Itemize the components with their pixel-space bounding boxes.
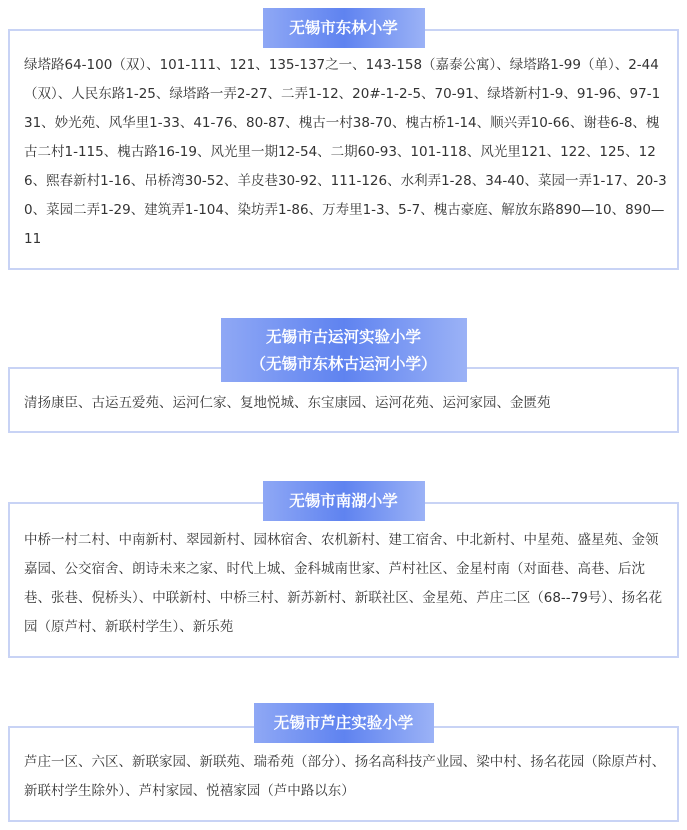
school-title-badge: [221, 318, 467, 382]
school-subtitle: （无锡市东林古运河小学）: [250, 355, 437, 373]
school-title: 无锡市芦庄实验小学: [273, 714, 414, 732]
school-area-text: 中桥一村二村、中南新村、翠园新村、园林宿舍、农机新村、建工宿舍、中北新村、中星苑、盛星苑、金领嘉园、公交宿舍、朗诗未来之家、时代上城、金科城南世家、芦村社区、金星村南（对面巷、高巷、后沈巷、张巷、倪桥头）、中联新村、中桥三村、新苏新村、新联社区、金星苑、芦庄二区（68--79号）、扬名花园（原芦村、新联村学生）、新乐苑: [24, 532, 663, 635]
school-title: 无锡市东林小学: [289, 19, 398, 37]
school-title-badge: [263, 481, 425, 521]
school-title-badge: [263, 8, 425, 48]
school-area-text: 清扬康臣、古运五爱苑、运河仁家、复地悦城、东宝康园、运河花苑、运河家园、金匮苑: [24, 395, 551, 411]
school-title: 无锡市南湖小学: [289, 492, 398, 510]
school-card-donglin: [8, 29, 679, 270]
school-area-text: 绿塔路64-100（双）、101-111、121、135-137之一、143-158（嘉泰公寓）、绿塔路1-99（单）、2-44（双）、人民东路1-25、绿塔路一弄2-27、二弄1-12、20#-1-2-5、70-91、绿塔新村1-9、91-96、97-131、妙光苑、风华里1-33、41-76、80-87、槐古一村38-70、槐古桥1-14、顺兴弄10-66、谢巷6-8、槐古二村1-115、槐古路16-19、风光里一期12-54、二期60-93、101-118、风光里121、122、125、126、熙春新村1-16、吊桥湾30-52、羊皮巷30-92、111-126、水利弄1-28、34-40、菜园一弄1-17、20-30、菜园二弄1-29、建筑弄1-104、染坊弄1-86、万寿里1-3、5-7、槐古豪庭、解放东路890—10、890—11: [24, 57, 667, 247]
school-area-text: 芦庄一区、六区、新联家园、新联苑、瑞希苑（部分）、扬名高科技产业园、梁中村、扬名花园（除原芦村、新联村学生除外）、芦村家园、悦禧家园（芦中路以东）: [24, 754, 666, 799]
school-card-nanhu: [8, 502, 679, 658]
school-title: 无锡市古运河实验小学: [265, 328, 421, 346]
school-title-badge: [254, 703, 434, 743]
